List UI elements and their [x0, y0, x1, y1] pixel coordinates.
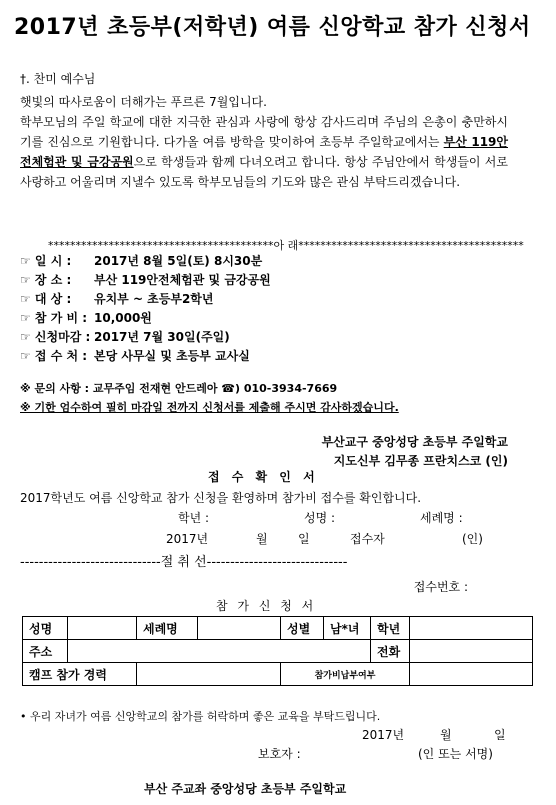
deadline-note: ※ 기한 엄수하여 필히 마감일 전까지 신청서를 제출해 주시면 감사하겠습니다.	[20, 401, 399, 414]
detail-row: ☞ 접 수 처 : 본당 사무실 및 초등부 교사실	[20, 349, 250, 363]
address-label: 주소	[23, 640, 68, 663]
intro-line-1: 햇빛의 따사로움이 더해가는 푸르른 7월입니다.	[20, 95, 267, 109]
table-row	[23, 640, 533, 663]
receipt-title: 접 수 확 인 서	[208, 470, 319, 484]
consent-text: • 우리 자녀가 여름 신앙학교의 참가를 허락하며 좋은 교육을 부탁드립니다.	[20, 710, 381, 723]
receipt-name: 성명 :	[304, 511, 336, 525]
detail-row: ☞ 신청마감 : 2017년 7월 30일(주일)	[20, 330, 230, 344]
consent-year: 2017년	[362, 728, 405, 742]
phone-label: 전화	[371, 640, 410, 663]
gender-options[interactable]: 남*녀	[324, 617, 371, 640]
detail-row: ☞ 장 소 : 부산 119안전체험관 및 금강공원	[20, 273, 271, 287]
table-row	[23, 663, 533, 686]
guardian-label: 보호자 :	[258, 747, 301, 761]
venue-highlight: 부산 119안전체험관 및 금강공원	[20, 135, 508, 169]
fee-paid-field[interactable]	[410, 663, 533, 686]
page-title: 2017년 초등부(저학년) 여름 신앙학교 참가 신청서	[14, 15, 531, 40]
form-title: 참 가 신 청 서	[216, 599, 317, 613]
receipt-baptismal: 세례명 :	[420, 511, 463, 525]
address-field[interactable]	[68, 640, 371, 663]
salutation: †. 찬미 예수님	[20, 72, 96, 86]
camp-history-field[interactable]	[137, 663, 281, 686]
grade-field[interactable]	[410, 617, 533, 640]
receipt-number: 접수번호 :	[413, 580, 468, 594]
priest-line: 지도신부 김무종 프란치스코 (인)	[333, 454, 508, 468]
receipt-month: 월	[256, 532, 268, 546]
grade-label: 학년	[371, 617, 410, 640]
cut-line: ------------------------------절 취 선------------------------------	[20, 555, 348, 570]
name-label: 성명	[23, 617, 68, 640]
name-field[interactable]	[68, 617, 137, 640]
intro-line-2: 학부모님의 주일 학교에 대한 지극한 관심과 사랑에 항상 감사드리며 주님의 은총이 충만하시기를 진심으로 기원합니다. 다가올 여름 방학을 맞이하여 초등부 주일학교에서는 부산 119안전체험관 및 금강공원으로 학생들과 함께 다녀오려고 합니다. 항상 주님안에서 학생들이 서로 사랑하고 어울리며 지낼수 있도록 학부모님들의 기도와 많은 관심 부탁드리겠습니다.	[20, 115, 508, 189]
baptismal-label: 세례명	[137, 617, 198, 640]
gender-label: 성별	[281, 617, 324, 640]
receipt-grade: 학년 :	[178, 511, 210, 525]
organization-line: 부산교구 중앙성당 초등부 주일학교	[321, 435, 508, 449]
application-form-table	[22, 616, 533, 686]
details-divider: *****************************************아 래*****************************************	[48, 239, 524, 252]
receipt-year: 2017년	[166, 532, 209, 546]
detail-row: ☞ 일 시 : 2017년 8월 5일(토) 8시30분	[20, 254, 263, 268]
footer-organization: 부산 주교좌 중앙성당 초등부 주일학교	[144, 782, 347, 796]
contact-info: ※ 문의 사항 : 교무주임 전재현 안드레아 ☎) 010-3934-7669	[20, 382, 338, 395]
receipt-receiver: 접수자	[350, 532, 385, 546]
fee-paid-label: 참가비납부여부	[281, 663, 410, 686]
table-row	[23, 617, 533, 640]
consent-month: 월	[440, 728, 452, 742]
receipt-text: 2017학년도 여름 신앙학교 참가 신청을 환영하며 참가비 접수를 확인합니다.	[20, 491, 422, 505]
detail-row: ☞ 대 상 : 유치부 ~ 초등부2학년	[20, 292, 214, 306]
phone-field[interactable]	[410, 640, 533, 663]
consent-day: 일	[494, 728, 506, 742]
detail-row: ☞ 참 가 비 : 10,000원	[20, 311, 152, 325]
receipt-day: 일	[298, 532, 310, 546]
guardian-signature: (인 또는 서명)	[418, 747, 493, 761]
baptismal-field[interactable]	[198, 617, 281, 640]
intro-text	[20, 92, 508, 192]
camp-history-label: 캠프 참가 경력	[23, 663, 137, 686]
receipt-seal: (인)	[462, 532, 483, 546]
